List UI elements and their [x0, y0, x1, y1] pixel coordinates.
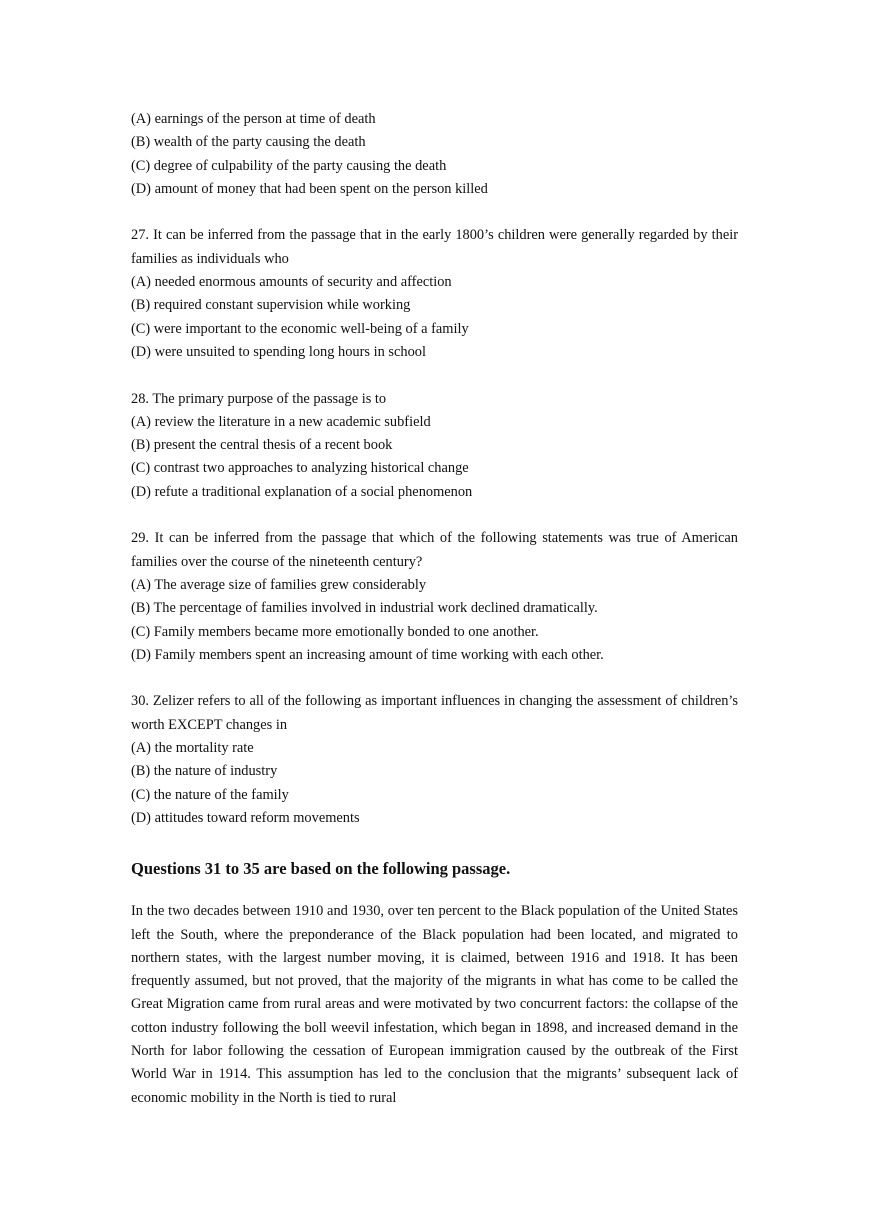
question-29 [131, 527, 738, 667]
q29-stem: 29. It can be inferred from the passage that which of the following statements was true of American families over the course of the nineteenth century? [131, 530, 738, 570]
q26-option-c: (C) degree of culpability of the party causing the death [131, 157, 447, 174]
q27-option-c: (C) were important to the economic well-being of a family [131, 320, 469, 337]
q29-option-b: (B) The percentage of families involved in industrial work declined dramatically. [131, 600, 598, 617]
q29-option-c: (C) Family members became more emotionally bonded to one another. [131, 623, 539, 640]
q26-option-d: (D) amount of money that had been spent on the person killed [131, 180, 488, 197]
q27-option-b: (B) required constant supervision while working [131, 297, 411, 314]
q30-option-a: (A) the mortality rate [131, 740, 254, 757]
q27-stem: 27. It can be inferred from the passage that in the early 1800’s children were generally regarded by their families as individuals who [131, 227, 738, 267]
q30-option-b: (B) the nature of industry [131, 763, 278, 780]
q29-option-a: (A) The average size of families grew considerably [131, 576, 427, 593]
q30-option-c: (C) the nature of the family [131, 786, 289, 803]
question-28 [131, 388, 738, 504]
question-27 [131, 224, 738, 364]
question-30 [131, 690, 738, 830]
q28-option-d: (D) refute a traditional explanation of a social phenomenon [131, 483, 473, 500]
q30-stem: 30. Zelizer refers to all of the following as important influences in changing the assessment of children’s worth EXCEPT changes in [131, 693, 738, 733]
reading-passage: In the two decades between 1910 and 1930, over ten percent to the Black population of the United States left the South, where the preponderance of the Black population had been located, and migrated to northern states, with the largest number moving, it is claimed, between 1916 and 1918. It has been frequently assumed, but not proved, that the majority of the migrants in what has come to be called the Great Migration came from rural areas and were motivated by two concurrent factors: the collapse of the cotton industry following the boll weevil infestation, which began in 1898, and increased demand in the North for labor following the cessation of European immigration caused by the outbreak of the First World War in 1914. This assumption has led to the conclusion that the migrants’ subsequent lack of economic mobility in the North is tied to rural [131, 903, 738, 1106]
q26-option-b: (B) wealth of the party causing the death [131, 134, 366, 151]
question-26-options [131, 108, 738, 201]
q27-option-a: (A) needed enormous amounts of security and affection [131, 274, 452, 291]
q28-option-a: (A) review the literature in a new academic subfield [131, 413, 431, 430]
q28-option-c: (C) contrast two approaches to analyzing historical change [131, 460, 469, 477]
q29-option-d: (D) Family members spent an increasing amount of time working with each other. [131, 646, 604, 663]
q27-option-d: (D) were unsuited to spending long hours in school [131, 343, 426, 360]
q28-option-b: (B) present the central thesis of a recent book [131, 437, 393, 454]
document-page [131, 108, 738, 1110]
q28-stem: 28. The primary purpose of the passage is to [131, 390, 387, 407]
q30-option-d: (D) attitudes toward reform movements [131, 809, 360, 826]
q26-option-a: (A) earnings of the person at time of death [131, 111, 376, 127]
section-heading: Questions 31 to 35 are based on the following passage. [131, 859, 511, 879]
